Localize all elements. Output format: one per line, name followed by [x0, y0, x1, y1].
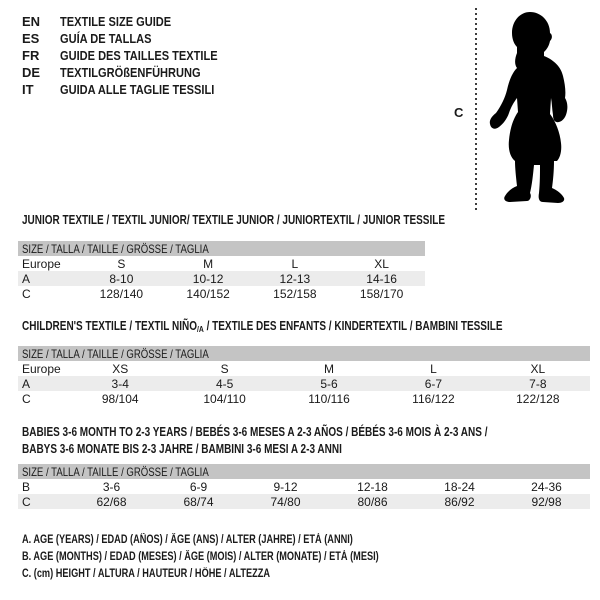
- height-marker-label: C: [454, 105, 464, 120]
- legend-note-a-text: A. AGE (YEARS) / EDAD (AÑOS) / ÂGE (ANS) / ALTER (JAHRE) / ETÀ (ANNI): [22, 534, 353, 546]
- table-row: [18, 479, 590, 494]
- cell: 80/86: [357, 494, 388, 509]
- table-row: [18, 256, 425, 271]
- language-title: TEXTILGRÖßENFÜHRUNG: [60, 65, 201, 80]
- cell: 86/92: [444, 494, 475, 509]
- children-heading-text: [22, 319, 503, 336]
- babies-heading-line1: BABIES 3-6 MONTH TO 2-3 YEARS / BEBÉS 3-6 MESES A 2-3 AÑOS / BÉBÉS 3-6 MOIS À 2-3 ANS /: [22, 425, 488, 439]
- legend-note-b-text: B. AGE (MONTHS) / EDAD (MESES) / ÂGE (MOIS) / ALTER (MONATE) / ETÀ (MESI): [22, 551, 379, 563]
- table-row: [18, 391, 590, 406]
- language-row: [22, 81, 245, 98]
- row-label: B: [22, 479, 31, 494]
- language-code: DE: [22, 65, 41, 80]
- cell: 62/68: [96, 494, 127, 509]
- row-label: A: [22, 376, 31, 391]
- junior-section-heading: [22, 213, 551, 227]
- cell: M: [324, 361, 335, 376]
- cell: 110/116: [308, 391, 350, 406]
- height-marker-line: [475, 8, 477, 210]
- row-label: Europe: [22, 256, 61, 271]
- language-list: [22, 13, 245, 98]
- language-title: GUIDE DES TAILLES TEXTILE: [60, 48, 218, 63]
- row-label: C: [22, 391, 31, 406]
- legend-note-c: [22, 566, 468, 583]
- cell: 10-12: [192, 271, 224, 286]
- table-row: [18, 376, 590, 391]
- cell: 116/122: [412, 391, 455, 406]
- cell: XS: [112, 361, 129, 376]
- junior-heading-text: JUNIOR TEXTILE / TEXTIL JUNIOR/ TEXTILE JUNIOR / JUNIORTEXTIL / JUNIOR TESSILE: [22, 213, 446, 227]
- cell: 6-7: [424, 376, 443, 391]
- cell: 18-24: [444, 479, 475, 494]
- cell: 9-12: [273, 479, 298, 494]
- babies-size-table: [18, 464, 590, 509]
- children-heading-pre: CHILDREN'S TEXTILE / TEXTIL NIÑO: [22, 319, 197, 333]
- cell: 24-36: [531, 479, 562, 494]
- row-label: C: [22, 494, 31, 509]
- language-title: GUÍA DE TALLAS: [60, 31, 152, 46]
- language-row: [22, 47, 245, 64]
- cell: 152/158: [273, 286, 317, 301]
- language-code: ES: [22, 31, 40, 46]
- cell: 128/140: [99, 286, 144, 301]
- table-row: [18, 286, 425, 301]
- cell: 8-10: [109, 271, 134, 286]
- cell: XL: [530, 361, 546, 376]
- children-heading-post: / TEXTILE DES ENFANTS / KINDERTEXTIL / BAMBINI TESSILE: [203, 319, 503, 333]
- cell: 3-6: [102, 479, 121, 494]
- children-section-heading: [22, 319, 600, 336]
- legend-notes: [22, 532, 468, 583]
- legend-note-a: [22, 532, 468, 549]
- cell: 140/152: [186, 286, 230, 301]
- size-header-label: SIZE / TALLA / TAILLE / GRÖSSE / TAGLIA: [22, 346, 209, 361]
- cell: L: [430, 361, 437, 376]
- cell: 104/110: [203, 391, 246, 406]
- language-title: GUIDA ALLE TAGLIE TESSILI: [60, 82, 215, 97]
- size-header-bar: [18, 346, 590, 361]
- baby-silhouette-icon: [484, 2, 568, 204]
- cell: 3-4: [111, 376, 129, 391]
- cell: XL: [374, 256, 389, 271]
- cell: 4-5: [215, 376, 234, 391]
- size-header-bar: [18, 464, 590, 479]
- size-header-label: SIZE / TALLA / TAILLE / GRÖSSE / TAGLIA: [22, 464, 209, 479]
- junior-size-table: [18, 241, 425, 301]
- children-size-table: [18, 346, 590, 406]
- cell: S: [117, 256, 126, 271]
- language-code: IT: [22, 82, 34, 97]
- table-row: [18, 361, 590, 376]
- language-row: [22, 30, 245, 47]
- children-heading-sub: /A: [196, 324, 204, 334]
- language-title: TEXTILE SIZE GUIDE: [60, 14, 172, 29]
- row-label: Europe: [22, 361, 61, 376]
- legend-note-c-text: C. (cm) HEIGHT / ALTURA / HAUTEUR / HÖHE / ALTEZZA: [22, 568, 271, 580]
- cell: 7-8: [529, 376, 547, 391]
- cell: 68/74: [183, 494, 214, 509]
- cell: S: [220, 361, 229, 376]
- cell: 74/80: [270, 494, 301, 509]
- babies-heading-line2: BABYS 3-6 MONATE BIS 2-3 JAHRE / BAMBINI 3-6 MESI A 2-3 ANNI: [22, 442, 342, 456]
- cell: 158/170: [359, 286, 404, 301]
- size-header-bar: [18, 241, 425, 256]
- legend-note-b: [22, 549, 468, 566]
- cell: 12-13: [279, 271, 311, 286]
- language-row: [22, 13, 245, 30]
- language-row: [22, 64, 245, 81]
- babies-section-heading: [22, 424, 600, 458]
- cell: 12-18: [357, 479, 388, 494]
- row-label: A: [22, 271, 31, 286]
- cell: 122/128: [516, 391, 560, 406]
- cell: 5-6: [320, 376, 338, 391]
- cell: L: [291, 256, 299, 271]
- table-row: [18, 494, 590, 509]
- language-code: FR: [22, 48, 40, 63]
- row-label: C: [22, 286, 31, 301]
- cell: 92/98: [531, 494, 562, 509]
- cell: M: [203, 256, 214, 271]
- cell: 98/104: [101, 391, 139, 406]
- size-header-label: SIZE / TALLA / TAILLE / GRÖSSE / TAGLIA: [22, 241, 209, 256]
- table-row: [18, 271, 425, 286]
- cell: 6-9: [189, 479, 208, 494]
- cell: 14-16: [366, 271, 397, 286]
- language-code: EN: [22, 14, 41, 29]
